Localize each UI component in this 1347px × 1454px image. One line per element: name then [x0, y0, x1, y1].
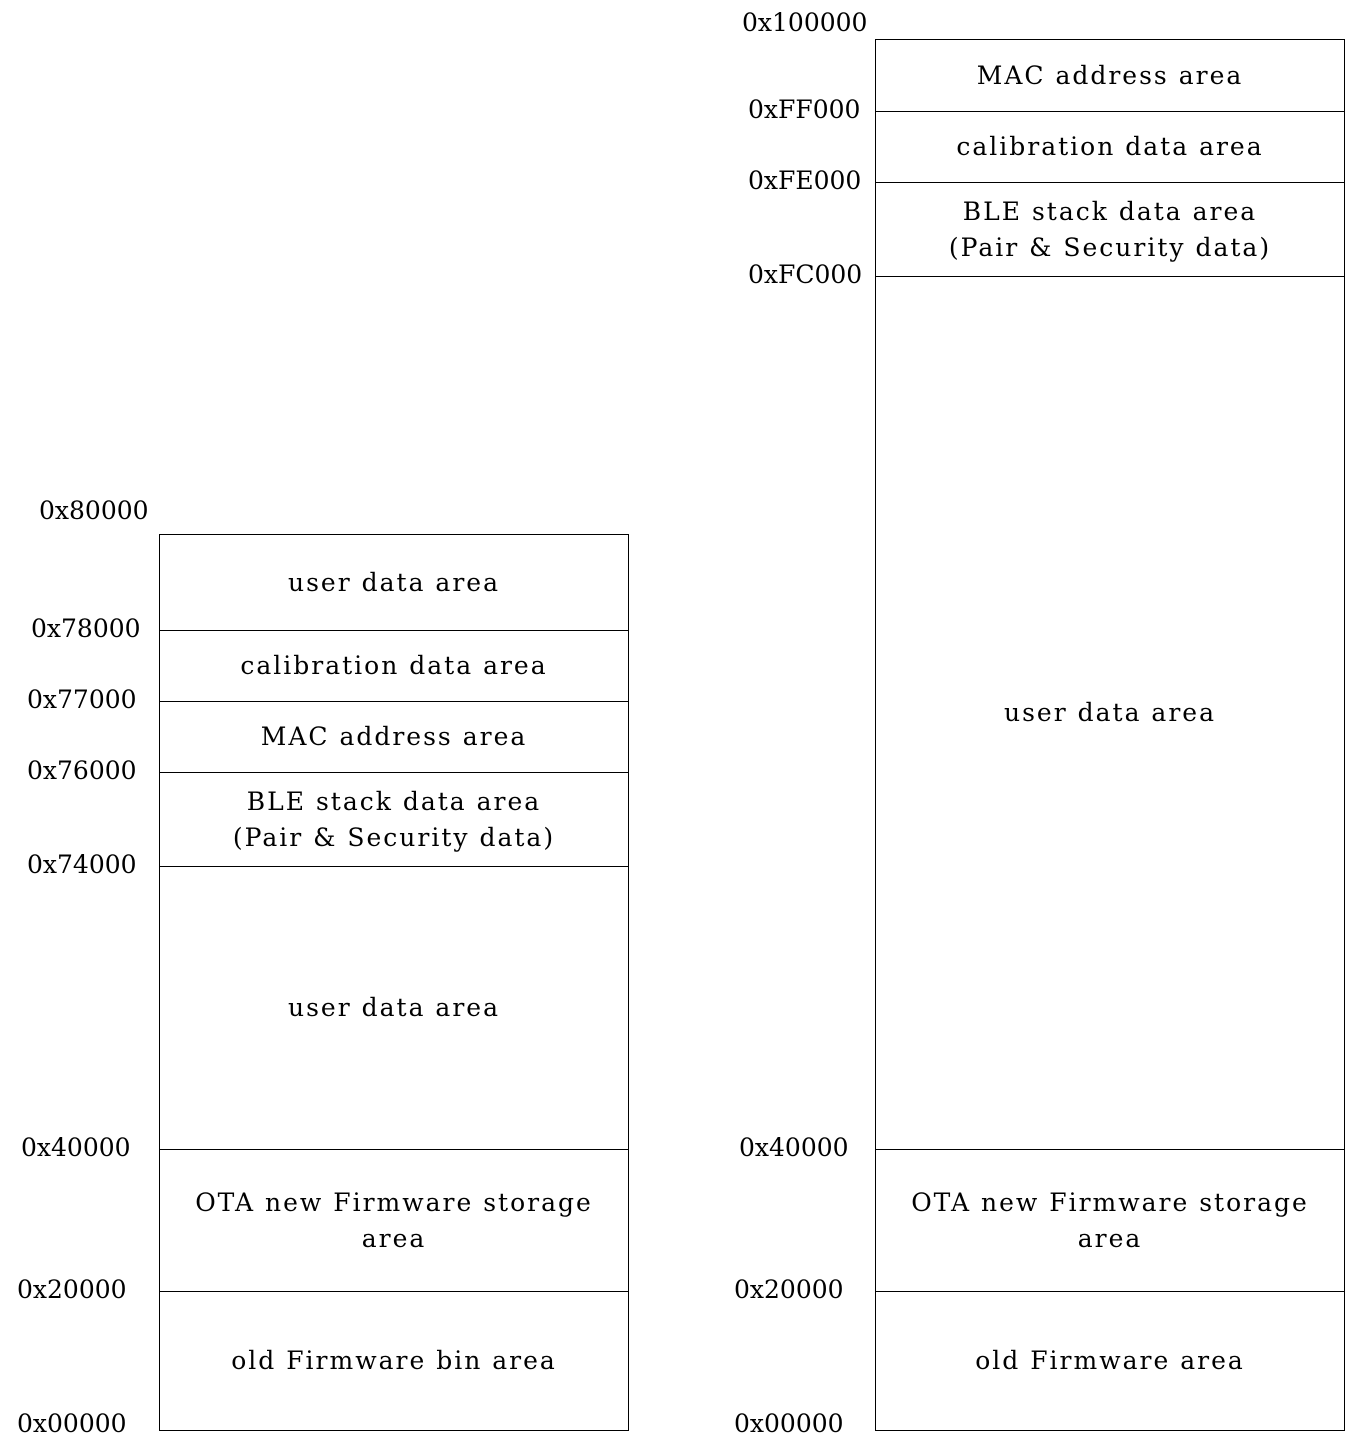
- region-label: user data area: [288, 567, 500, 597]
- region-label: OTA new Firmware storage: [911, 1187, 1309, 1217]
- region-user-data: [160, 866, 628, 1149]
- region-label: user data area: [1004, 698, 1216, 727]
- region-label: user data area: [288, 993, 500, 1022]
- flash-map-left: [159, 534, 629, 1431]
- region-user-data: [876, 276, 1344, 1149]
- region-label: BLE stack data area: [962, 196, 1258, 226]
- region-label: BLE stack data area: [246, 786, 542, 816]
- region-ota-storage: [160, 1149, 628, 1291]
- address-label: 0x20000: [734, 1275, 844, 1304]
- region-label-sub: area: [1077, 1223, 1143, 1253]
- address-label: 0x76000: [27, 756, 137, 785]
- region-label-sub: area: [361, 1223, 427, 1253]
- region-mac-address: [160, 701, 628, 772]
- region-ble-stack-data: [160, 772, 628, 866]
- region-old-firmware: [876, 1291, 1344, 1430]
- address-label: 0x00000: [17, 1409, 127, 1438]
- address-label: 0x40000: [739, 1133, 849, 1162]
- region-label: calibration data area: [956, 132, 1264, 161]
- region-mac-address: [876, 40, 1344, 111]
- address-label: 0x74000: [27, 850, 137, 879]
- address-label: 0xFC000: [748, 260, 863, 289]
- region-label-sub: (Pair & Security data): [948, 232, 1272, 262]
- address-label: 0x20000: [17, 1275, 127, 1304]
- region-label: calibration data area: [240, 651, 548, 680]
- region-ble-stack-data: [876, 182, 1344, 276]
- region-label: MAC address area: [976, 60, 1244, 90]
- region-label: OTA new Firmware storage: [195, 1187, 593, 1217]
- region-label: MAC address area: [260, 722, 528, 751]
- region-label: old Firmware bin area: [231, 1346, 557, 1375]
- address-label: 0x77000: [27, 685, 137, 714]
- region-calibration-data: [160, 630, 628, 701]
- address-label: 0x78000: [31, 614, 141, 643]
- address-label: 0x80000: [39, 496, 149, 525]
- address-label: 0x100000: [742, 8, 868, 37]
- region-ota-storage: [876, 1149, 1344, 1291]
- region-calibration-data: [876, 111, 1344, 182]
- flash-map-right: [875, 39, 1345, 1431]
- region-old-firmware: [160, 1291, 628, 1430]
- address-label: 0xFE000: [748, 166, 862, 195]
- address-label: 0xFF000: [748, 95, 861, 124]
- region-user-data-top: [160, 535, 628, 630]
- region-label: old Firmware area: [975, 1346, 1245, 1375]
- region-label-sub: (Pair & Security data): [232, 822, 556, 852]
- address-label: 0x00000: [734, 1409, 844, 1438]
- address-label: 0x40000: [21, 1133, 131, 1162]
